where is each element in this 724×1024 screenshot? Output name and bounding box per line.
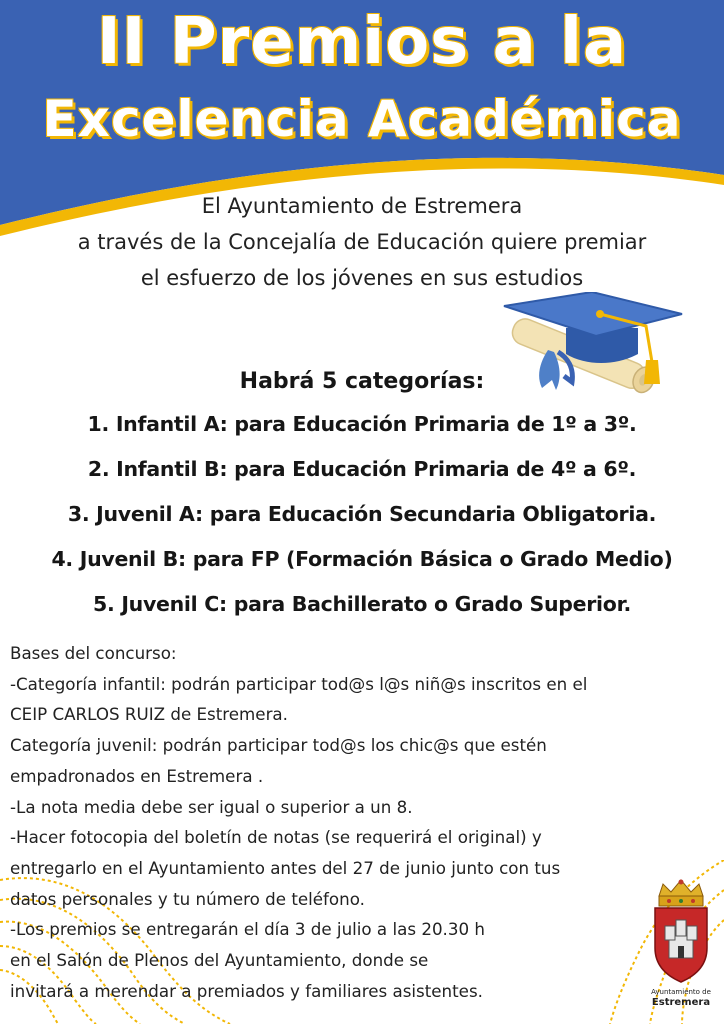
rules-line: -Los premios se entregarán el día 3 de julio a las 20.30 h: [10, 919, 485, 940]
category-item: 5. Juvenil C: para Bachillerato o Grado Superior.: [93, 592, 631, 616]
title-line-2: Excelencia Académica: [42, 90, 682, 148]
intro-line-2: a través de la Concejalía de Educación quiere premiar: [77, 230, 647, 254]
rules-line: entregarlo en el Ayuntamiento antes del 27 de junio junto con tus: [10, 857, 561, 878]
category-item: 3. Juvenil A: para Educación Secundaria Obligatoria.: [67, 502, 657, 526]
title-line-1: II Premios a la: [96, 5, 628, 79]
categories-heading: Habrá 5 categorías:: [239, 369, 485, 394]
categories-section: [0, 362, 724, 627]
rules-line: CEIP CARLOS RUIZ de Estremera.: [10, 704, 288, 725]
intro-text: [0, 188, 724, 296]
rules-line: Categoría juvenil: podrán participar tod@s los chic@s que estén: [10, 735, 547, 756]
logo-text-line-2: Estremera: [651, 997, 711, 1008]
category-item: 1. Infantil A: para Educación Primaria de 1º a 3º.: [87, 412, 637, 436]
rules-line: -Hacer fotocopia del boletín de notas (se requerirá el original) y: [10, 827, 542, 848]
coat-of-arms-icon: [651, 878, 711, 988]
municipality-logo: [642, 878, 720, 1018]
category-item: 2. Infantil B: para Educación Primaria de 4º a 6º.: [87, 457, 637, 481]
rules-line: en el Salón de Plenos del Ayuntamiento, donde se: [10, 950, 429, 971]
rules-line: empadronados en Estremera .: [10, 765, 264, 786]
logo-text-line-1: Ayuntamiento de: [651, 988, 711, 996]
rules-line: invitará a merendar a premiados y familiares asistentes.: [10, 980, 483, 1001]
rules-line: datos personales y tu número de teléfono.: [10, 888, 365, 909]
rules-line: -La nota media debe ser igual o superior a un 8.: [10, 796, 413, 817]
contest-rules: [10, 638, 722, 1006]
rules-line: -Categoría infantil: podrán participar tod@s l@s niñ@s inscritos en el: [10, 673, 588, 694]
intro-line-3: el esfuerzo de los jóvenes en sus estudios: [140, 266, 584, 290]
intro-line-1: El Ayuntamiento de Estremera: [201, 194, 523, 218]
rules-line: Bases del concurso:: [10, 643, 177, 663]
category-item: 4. Juvenil B: para FP (Formación Básica o Grado Medio): [51, 547, 673, 571]
